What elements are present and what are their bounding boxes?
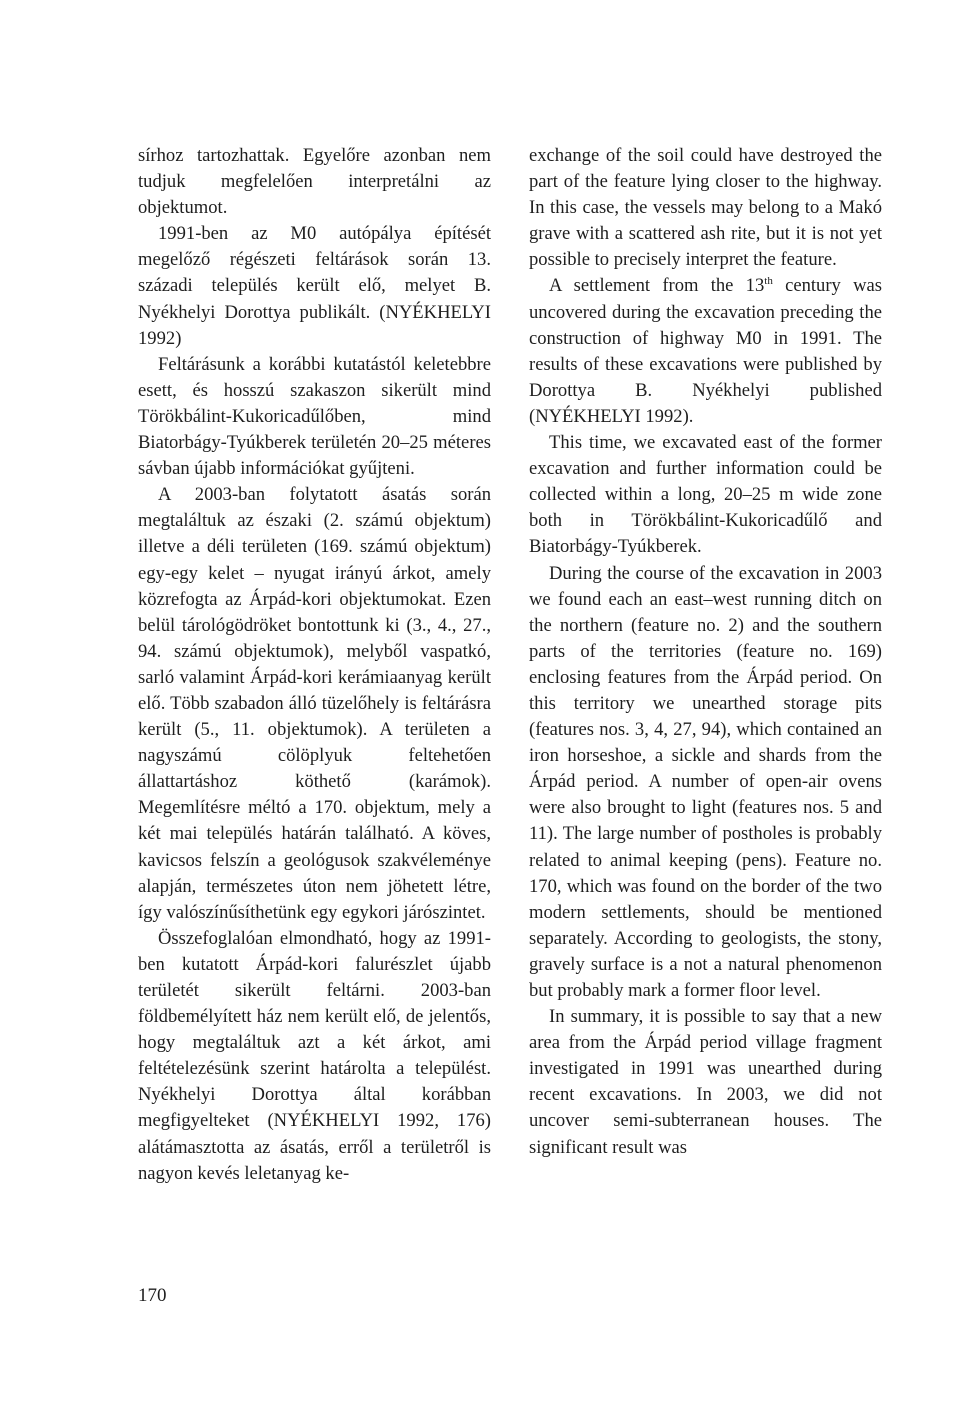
paragraph: Összefoglalóan elmondható, hogy az 1991-ben kutatott Árpád-kori falurészlet újabb területét sikerült feltárni. 2003-ban földbemélyített ház nem került elő, de jelentős, hogy megtaláltuk azt a két árkot, ami feltételezésünk szerint határolta a települést. Nyékhelyi Dorottya által korábban megfigyelteket (NYÉKHELYI 1992, 176) alátámasztotta az ásatás, erről a területről is nagyon kevés leletanyag ke- <box>138 927 491 1184</box>
paragraph: During the course of the excavation in 2003 we found each an east–west running ditch on the northern (feature no. 2) and the southern parts of the territories (feature no. 169) enclosing features from the Árpád period. On this territory we unearthed storage pits (features nos. 3, 4, 27, 94), which contained an iron horseshoe, a sickle and shards from the Árpád period. A number of open-air ovens were also brought to light (features nos. 5 and 11). The large number of postholes is probably related to animal keeping (pens). Feature no. 170, which was found on the border of the two modern settlements, should be mentioned separately. According to geologists, the stony, gravely surface is a not a natural phenomenon but probably mark a former floor level. <box>529 562 882 1001</box>
paragraph: Feltárásunk a korábbi kutatástól keletebbre esett, és hosszú szakaszon sikerült mind Törökbálint-Kukoricadűlőben, mind Biatorbágy-Tyúkberek területén 20–25 méteres sávban újabb információkat gyűjteni. <box>138 353 491 480</box>
page-number: 170 <box>138 1285 167 1306</box>
right-text-column <box>529 143 882 1161</box>
text-run: A settlement from the 13 <box>549 275 765 297</box>
paragraph: exchange of the soil could have destroyed the part of the feature lying closer to the highway. In this case, the vessels may belong to a Makó grave with a scattered ash rite, but it is not yet possible to precisely interpret the feature. <box>529 145 882 271</box>
paragraph: 1991-ben az M0 autópálya építését megelőző régészeti feltárások során 13. századi település került elő, melyet B. Nyékhelyi Dorottya publikált. (NYÉKHELYI 1992) <box>138 223 491 349</box>
paragraph <box>529 273 882 430</box>
paragraph: A 2003-ban folytatott ásatás során megtaláltuk az északi (2. számú objektum) illetve a déli területen (169. számú objektum) egy-egy kelet – nyugat irányú árkot, amely közrefogta az Árpád-kori objektumokat. Ezen belül tárológödröket bontottunk ki (3., 4., 27., 94. számú objektumok), melyből vaspatkó, sarló valamint Árpád-kori kerámiaanyag került elő. Több szabadon álló tüzelőhely is feltárásra került (5., 11. objektumok). A területen a nagyszámú cölöplyuk feltehetően állattartáshoz köthető (karámok). Megemlítésre méltó a 170. objektum, mely a két mai település határán található. A köves, kavicsos felszín a geológusok szakvéleménye alapján, természetes úton nem jöhetett létre, így valószínűsíthetünk egy egykori járószintet. <box>138 484 491 923</box>
left-text-column <box>138 143 491 1187</box>
paragraph: This time, we excavated east of the former excavation and further information could be collected within a long, 20–25 m wide zone both in Törökbálint-Kukoricadűlő and Biatorbágy-Tyúkberek. <box>529 432 882 558</box>
superscript: th <box>764 275 773 288</box>
text-run: century was uncovered during the excavation preceding the construction of highway M0 in 1991. The results of these excavations were published by Dorottya B. Nyékhelyi published (NYÉKHELYI 1992). <box>529 275 882 427</box>
paragraph: In summary, it is possible to say that a new area from the Árpád period village fragment investigated in 1991 was unearthed during recent excavations. In 2003, we did not uncover semi-subterranean houses. The significant result was <box>529 1006 882 1158</box>
paragraph: sírhoz tartozhattak. Egyelőre azonban nem tudjuk megfelelően interpretálni az objektumot. <box>138 145 491 219</box>
